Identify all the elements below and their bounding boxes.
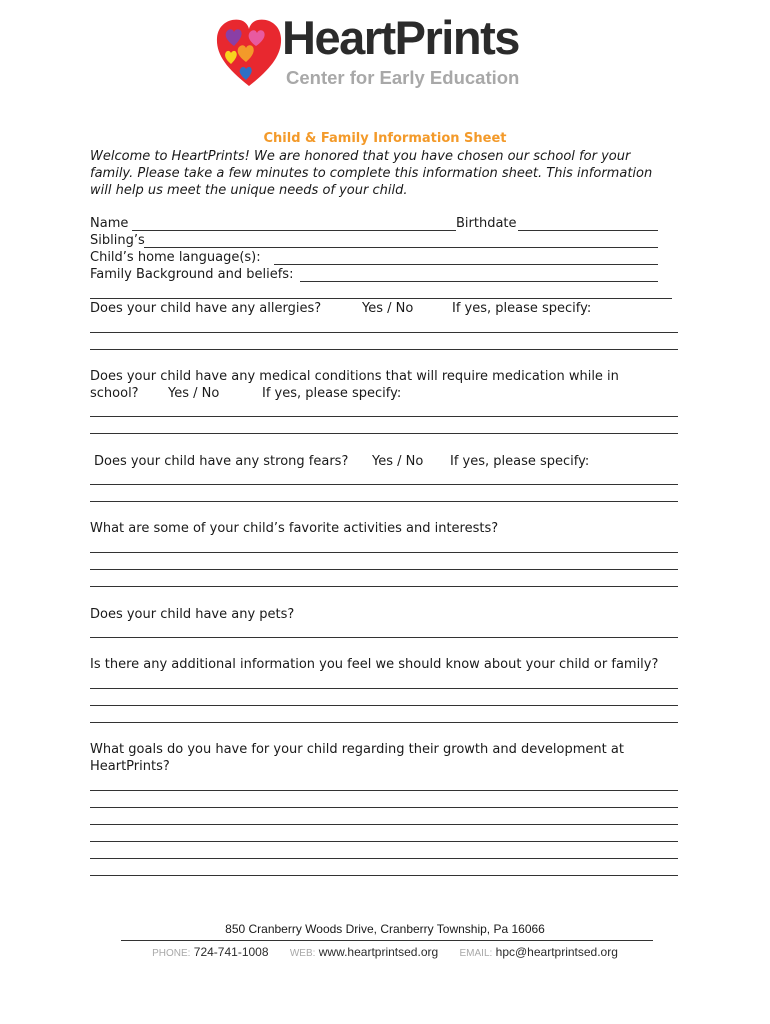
website-link[interactable]: www.heartprintsed.org bbox=[318, 945, 439, 959]
intro-line: Welcome to HeartPrints! We are honored that you have chosen our school for your bbox=[90, 149, 631, 164]
birthdate-field[interactable] bbox=[518, 230, 658, 231]
medical-answer-line[interactable] bbox=[90, 433, 678, 434]
fears-question: Does your child have any strong fears? bbox=[94, 454, 349, 469]
goals-answer-line[interactable] bbox=[90, 807, 678, 808]
name-label: Name bbox=[90, 216, 129, 231]
goals-answer-line[interactable] bbox=[90, 790, 678, 791]
home-language-field[interactable] bbox=[274, 264, 658, 265]
brand-name: HeartPrints bbox=[282, 11, 519, 64]
siblings-label: Sibling’s bbox=[90, 233, 145, 248]
additional-answer-line[interactable] bbox=[90, 688, 678, 689]
brand-tagline: Center for Early Education bbox=[286, 67, 520, 88]
intro-paragraph bbox=[90, 148, 690, 199]
email-link[interactable]: hpc@heartprintsed.org bbox=[495, 945, 618, 959]
fears-answer-line[interactable] bbox=[90, 484, 678, 485]
family-background-field-line2[interactable] bbox=[90, 298, 672, 299]
activities-answer-line[interactable] bbox=[90, 569, 678, 570]
fears-answer-line[interactable] bbox=[90, 501, 678, 502]
goals-question: What goals do you have for your child regarding their growth and development at bbox=[90, 742, 624, 757]
allergies-answer-line[interactable] bbox=[90, 349, 678, 350]
heartprints-logo bbox=[216, 11, 556, 96]
medical-question: Does your child have any medical conditions that will require medication while in bbox=[90, 369, 619, 384]
goals-question-cont: HeartPrints? bbox=[90, 759, 170, 774]
allergies-question: Does your child have any allergies? bbox=[90, 301, 322, 316]
medical-yes-no[interactable]: Yes / No bbox=[168, 386, 220, 401]
activities-answer-line[interactable] bbox=[90, 586, 678, 587]
fears-if-yes: If yes, please specify: bbox=[450, 454, 590, 469]
web-label: WEB: bbox=[289, 948, 316, 959]
footer-contact bbox=[0, 945, 770, 959]
medical-question-cont: school? bbox=[90, 386, 139, 401]
additional-answer-line[interactable] bbox=[90, 705, 678, 706]
additional-answer-line[interactable] bbox=[90, 722, 678, 723]
intro-line: will help us meet the unique needs of your child. bbox=[90, 183, 408, 198]
birthdate-label: Birthdate bbox=[456, 216, 517, 231]
family-background-label: Family Background and beliefs: bbox=[90, 267, 294, 282]
activities-question: What are some of your child’s favorite activities and interests? bbox=[90, 521, 499, 536]
additional-info-question: Is there any additional information you feel we should know about your child or family? bbox=[90, 657, 659, 672]
pets-answer-line[interactable] bbox=[90, 637, 678, 638]
fears-yes-no[interactable]: Yes / No bbox=[372, 454, 424, 469]
footer-address: 850 Cranberry Woods Drive, Cranberry Township, Pa 16066 bbox=[225, 922, 545, 936]
allergies-if-yes: If yes, please specify: bbox=[452, 301, 592, 316]
home-language-label: Child’s home language(s): bbox=[90, 250, 261, 265]
goals-answer-line[interactable] bbox=[90, 841, 678, 842]
name-field[interactable] bbox=[132, 230, 456, 231]
activities-answer-line[interactable] bbox=[90, 552, 678, 553]
intro-line: family. Please take a few minutes to complete this information sheet. This information bbox=[90, 166, 653, 181]
footer-divider bbox=[121, 940, 653, 941]
goals-answer-line[interactable] bbox=[90, 824, 678, 825]
phone-label: PHONE: bbox=[152, 948, 191, 959]
allergies-yes-no[interactable]: Yes / No bbox=[362, 301, 414, 316]
siblings-field[interactable] bbox=[144, 247, 658, 248]
medical-if-yes: If yes, please specify: bbox=[262, 386, 402, 401]
email-label: EMAIL: bbox=[459, 948, 493, 959]
pets-question: Does your child have any pets? bbox=[90, 607, 295, 622]
phone-number: 724-741-1008 bbox=[193, 945, 269, 959]
allergies-answer-line[interactable] bbox=[90, 332, 678, 333]
goals-answer-line[interactable] bbox=[90, 875, 678, 876]
goals-answer-line[interactable] bbox=[90, 858, 678, 859]
form-title: Child & Family Information Sheet bbox=[263, 131, 507, 146]
heart-logo-icon bbox=[216, 18, 282, 88]
medical-answer-line[interactable] bbox=[90, 416, 678, 417]
family-background-field[interactable] bbox=[300, 281, 658, 282]
